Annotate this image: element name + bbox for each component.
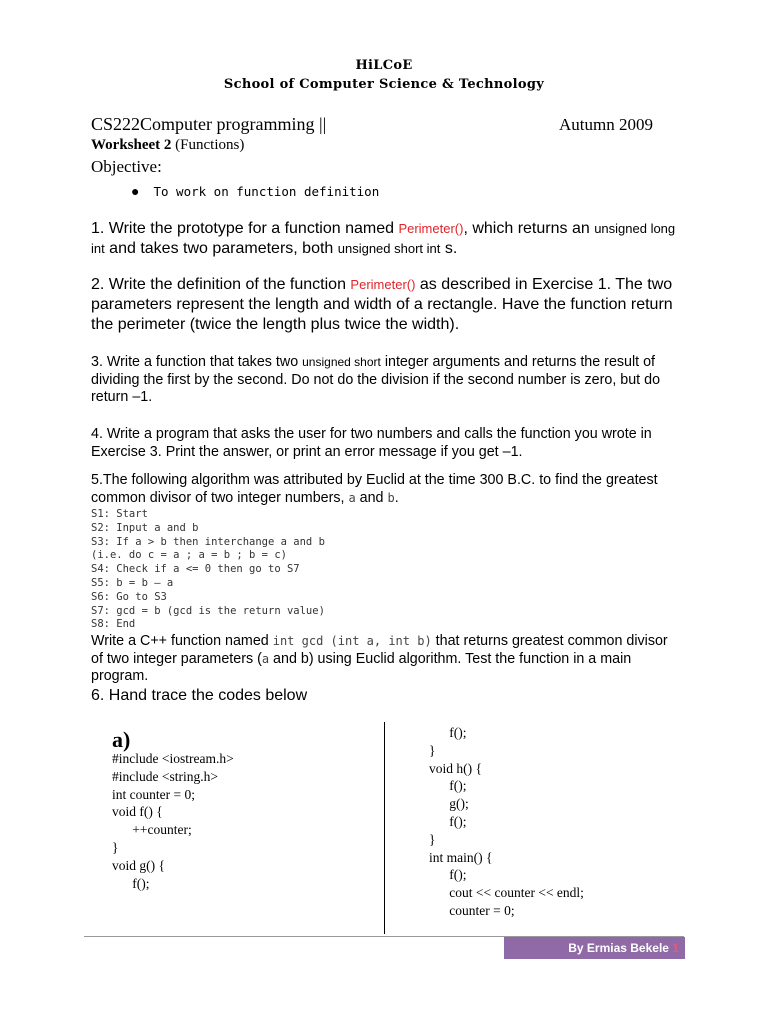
q3-param-type: unsigned short [302,355,381,369]
q1-text-b: , which returns an [463,220,595,237]
q5-param-a: a [261,651,270,666]
right-code-block [429,724,584,920]
course-title: CS222Computer programming || [91,114,327,134]
question-3 [91,354,681,407]
algorithm-step: S3: If a > b then interchange a and b [91,535,325,548]
code-line: void g() { [112,857,165,873]
q5-signature: int gcd (int a, int b) [272,634,432,648]
course-term: Autumn 2009 [559,115,653,134]
question-4: 4. Write a program that asks the user for two numbers and calls the function you wrote in Exercise 3. Print the answer, or print an error message if you get –1. [91,426,652,460]
algorithm-step: S4: Check if a <= 0 then go to S7 [91,563,300,576]
q2-text-a: 2. Write the definition of the function [91,276,351,293]
institution-name: HiLCoE [355,58,413,73]
footer-author: By Ermias Bekele [568,941,669,955]
q5-var-a: a [348,490,356,505]
code-line: int counter = 0; [112,786,195,802]
algorithm-step: S7: gcd = b (gcd is the return value) [91,604,325,617]
q5-task-b: that returns greatest common divisor of two integer parameters ( [91,633,668,667]
algorithm-step: S1: Start [91,508,148,520]
left-code-block [112,750,234,892]
objective-heading: Objective: [91,157,162,176]
code-line: #include <string.h> [112,768,218,784]
code-line: f(); [429,813,467,829]
code-line: f(); [429,778,467,794]
worksheet-line [91,137,244,154]
code-line: } [429,742,436,758]
column-divider [384,722,385,934]
footer-bar [504,937,685,959]
q1-text-a: 1. Write the prototype for a function named [91,220,399,237]
code-line: void f() { [112,804,163,820]
page-number: 1 [672,941,679,955]
q5-task-a: Write a C++ function named [91,633,273,649]
objective-bullet-item [131,183,379,201]
q2-text-b: as described in Exercise 1. The two parameters represent the length and width of a rectangle. Have the function return the perimeter (twice the length plus twice the width). [91,276,673,333]
code-line: ++counter; [112,822,192,838]
q1-function-name: Perimeter() [398,221,464,236]
algorithm-step: S6: Go to S3 [91,590,167,603]
worksheet-label: Worksheet 2 [91,137,172,153]
code-line: } [112,839,119,855]
q1-text-d: s. [440,240,458,257]
school-name: School of Computer Science & Technology [223,77,545,92]
code-line: } [429,831,436,847]
code-line: void h() { [429,760,482,776]
code-line: f(); [429,725,467,740]
algorithm-step: S5: b = b – a [91,576,174,589]
algorithm-listing [91,508,325,632]
code-line: cout << counter << endl; [429,885,584,901]
algorithm-step: S2: Input a and b [91,521,199,534]
code-line: counter = 0; [429,902,515,918]
q5-task-c: and b) using Euclid algorithm. Test the function in a main program. [91,650,632,684]
question-6: 6. Hand trace the codes below [91,687,308,704]
q3-text-b: integer arguments and returns the result of dividing the first by the second. Do not do the division if the second number is zero, but do return –1. [91,354,661,405]
code-line: f(); [429,867,467,883]
q5-text-a: 5.The following algorithm was attributed by Euclid at the time 300 B.C. to find the greatest common divisor of two integer numbers, [91,472,658,506]
q2-function-name: Perimeter() [350,277,416,292]
q1-return-type: unsigned long int [91,221,676,256]
code-line: int main() { [429,849,493,865]
q3-text-a: 3. Write a function that takes two [91,354,303,370]
code-line: g(); [429,796,469,812]
code-line: #include <iostream.h> [112,751,234,766]
q5-task [91,633,681,686]
question-5 [91,472,681,507]
q5-and: and [355,489,388,506]
code-line: f(); [112,875,150,891]
q1-text-c: and takes two parameters, both [104,240,338,257]
q5-var-b: b [387,490,395,505]
bullet-icon: ● [131,183,140,199]
question-1 [91,219,681,259]
code-section-label: a) [112,727,131,752]
algorithm-step: (i.e. do c = a ; a = b ; b = c) [91,549,287,562]
q5-end: . [394,489,399,506]
worksheet-topic: (Functions) [175,137,245,153]
objective-bullet-text: To work on function definition [153,184,380,199]
q1-param-type: unsigned short int [337,241,441,256]
question-2 [91,275,681,335]
algorithm-step: S8: End [91,618,136,631]
